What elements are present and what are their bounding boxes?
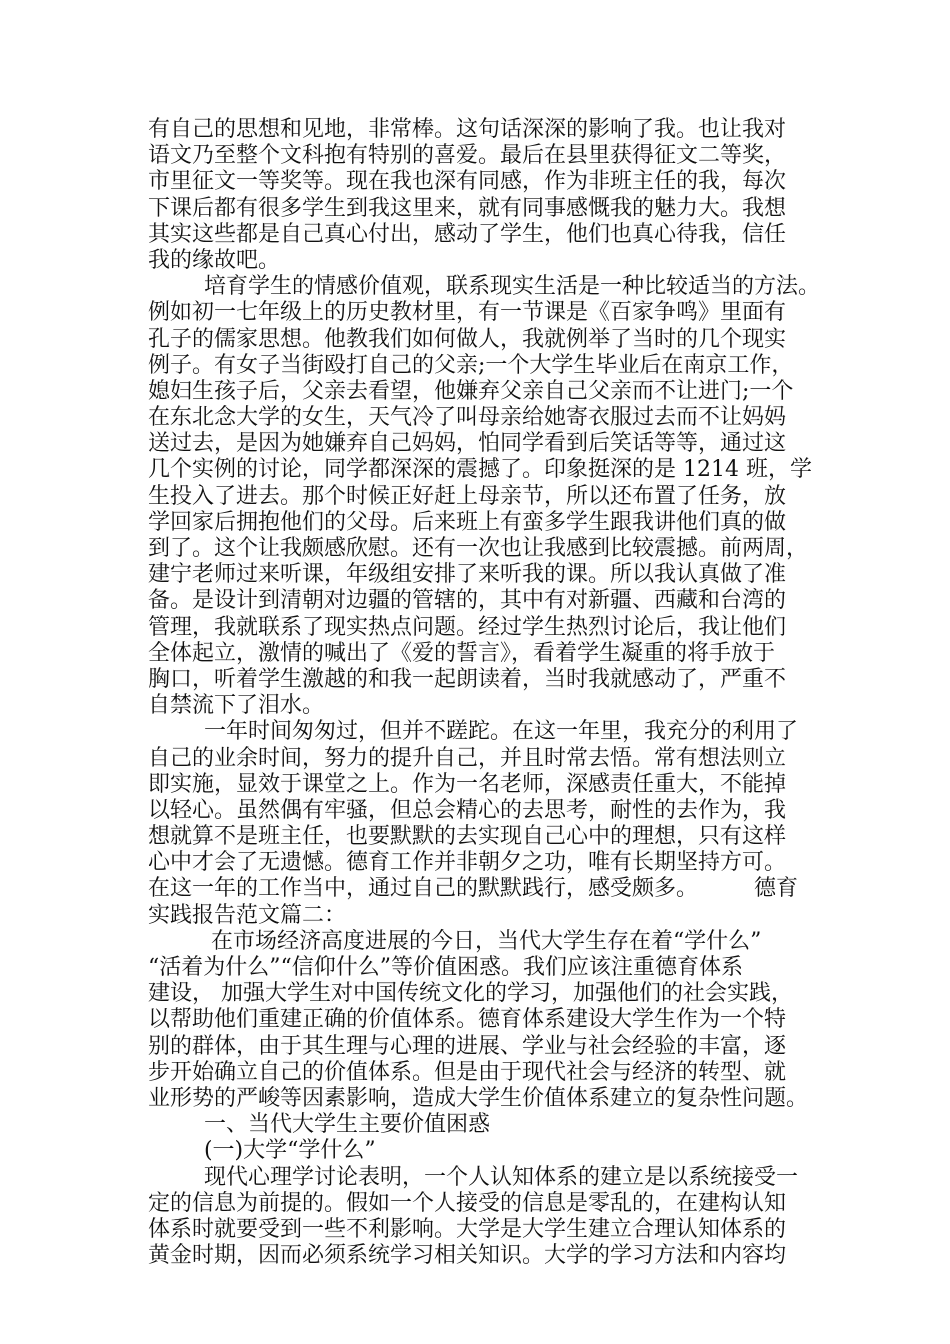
text-line: 建设， 加强大学生对中国传统文化的学习，加强他们的社会实践， <box>148 981 793 1007</box>
text-line: 生投入了进去。那个时候正好赶上母亲节，所以还布置了任务，放 <box>148 483 787 509</box>
text-line: 语文乃至整个文科抱有特别的喜爱。最后在县里获得征文二等奖， <box>148 143 787 169</box>
document-body <box>148 117 820 1269</box>
text-line: 管理，我就联系了现实热点问题。经过学生热烈讨论后，我让他们 <box>148 614 787 640</box>
text-line: “活着为什么”“信仰什么”等价值困惑。我们应该注重德育体系 <box>148 955 743 980</box>
text-line: 想就算不是班主任，也要默默的去实现自己心中的理想，只有这样 <box>148 824 787 850</box>
text-line: 其实这些都是自己真心付出，感动了学生，他们也真心待我，信任 <box>148 221 787 247</box>
text-line: 一年时间匆匆过，但并不蹉跎。在这一年里，我充分的利用了 <box>148 719 798 745</box>
text-line: 下课后都有很多学生到我这里来，就有同事感慨我的魅力大。我想 <box>148 195 787 221</box>
text-line: 别的群体，由于其生理与心理的进展、学业与社会经验的丰富，逐 <box>148 1033 787 1059</box>
text-line: 送过去，是因为她嫌弃自己妈妈，怕同学看到后笑话等等，通过这 <box>148 431 787 457</box>
text-line: 自禁流下了泪水。 <box>148 693 325 719</box>
text-line: 以帮助他们重建正确的价值体系。德育体系建设大学生作为一个特 <box>148 1007 787 1033</box>
text-line: 孔子的儒家思想。他教我们如何做人，我就例举了当时的几个现实 <box>148 326 787 352</box>
text-line: 自己的业余时间，努力的提升自己，并且时常去悟。常有想法则立 <box>148 745 787 771</box>
text-line: 全体起立，激情的喊出了《爱的誓言》，看着学生凝重的将手放于 <box>148 640 776 666</box>
text-line: 学回家后拥抱他们的父母。后来班上有蛮多学生跟我讲他们真的做 <box>148 509 787 535</box>
text-line: 市里征文一等奖等。现在我也深有同感，作为非班主任的我，每次 <box>148 169 787 195</box>
text-line: 体系时就要受到一些不利影响。大学是大学生建立合理认知体系的 <box>148 1216 787 1242</box>
text-line: 即实施，显效于课堂之上。作为一名老师，深感责任重大，不能掉 <box>148 771 787 797</box>
text-line: 有自己的思想和见地，非常棒。这句话深深的影响了我。也让我对 <box>148 117 787 142</box>
text-line: (一)大学“学什么” <box>148 1138 376 1164</box>
text-line: 培育学生的情感价值观，联系现实生活是一种比较适当的方法。 <box>148 274 820 300</box>
text-line: 到了。这个让我颇感欣慰。还有一次也让我感到比较震撼。前两周， <box>148 536 809 561</box>
text-line: 业形势的严峻等因素影响，造成大学生价值体系建立的复杂性问题。 <box>148 1085 809 1111</box>
text-line: 以轻心。虽然偶有牢骚，但总会精心的去思考，耐性的去作为，我 <box>148 797 787 823</box>
text-line: 几个实例的讨论，同学都深深的震撼了。印象挺深的是 1214 班，学 <box>148 457 812 483</box>
text-line: 在东北念大学的女生，天气冷了叫母亲给她寄衣服过去而不让妈妈 <box>148 405 787 431</box>
text-line: 实践报告范文篇二： <box>148 902 347 928</box>
text-line: 现代心理学讨论表明，一个人认知体系的建立是以系统接受一 <box>148 1164 798 1190</box>
text-line: 例如初一七年级上的历史教材里，有一节课是《百家争鸣》里面有 <box>148 300 787 326</box>
text-line: 黄金时期，因而必须系统学习相关知识。大学的学习方法和内容均 <box>148 1243 787 1269</box>
text-line: 我的缘故吧。 <box>148 247 281 273</box>
text-line: 备。是设计到清朝对边疆的管辖的，其中有对新疆、西藏和台湾的 <box>148 588 787 614</box>
text-line: 胸口，听着学生激越的和我一起朗读着，当时我就感动了，严重不 <box>148 666 787 692</box>
text-line: 建宁老师过来听课，年级组安排了来听我的课。所以我认真做了准 <box>148 562 787 588</box>
text-line: 心中才会了无遗憾。德育工作并非朝夕之功，唯有长期坚持方可。 <box>148 850 787 876</box>
text-line: 步开始确立自己的价值体系。但是由于现代社会与经济的转型、就 <box>148 1059 787 1085</box>
text-line: 一、当代大学生主要价值困惑 <box>148 1112 490 1138</box>
text-line: 媳妇生孩子后，父亲去看望，他嫌弃父亲自己父亲而不让进门;一个 <box>148 378 794 404</box>
text-line: 在市场经济高度进展的今日，当代大学生存在着“学什么” <box>148 928 762 954</box>
text-line: 在这一年的工作当中，通过自己的默默践行，感受颇多。 德育 <box>148 876 798 902</box>
text-line: 定的信息为前提的。假如一个人接受的信息是零乱的，在建构认知 <box>148 1190 787 1216</box>
text-line: 例子。有女子当街殴打自己的父亲;一个大学生毕业后在南京工作， <box>148 352 794 378</box>
